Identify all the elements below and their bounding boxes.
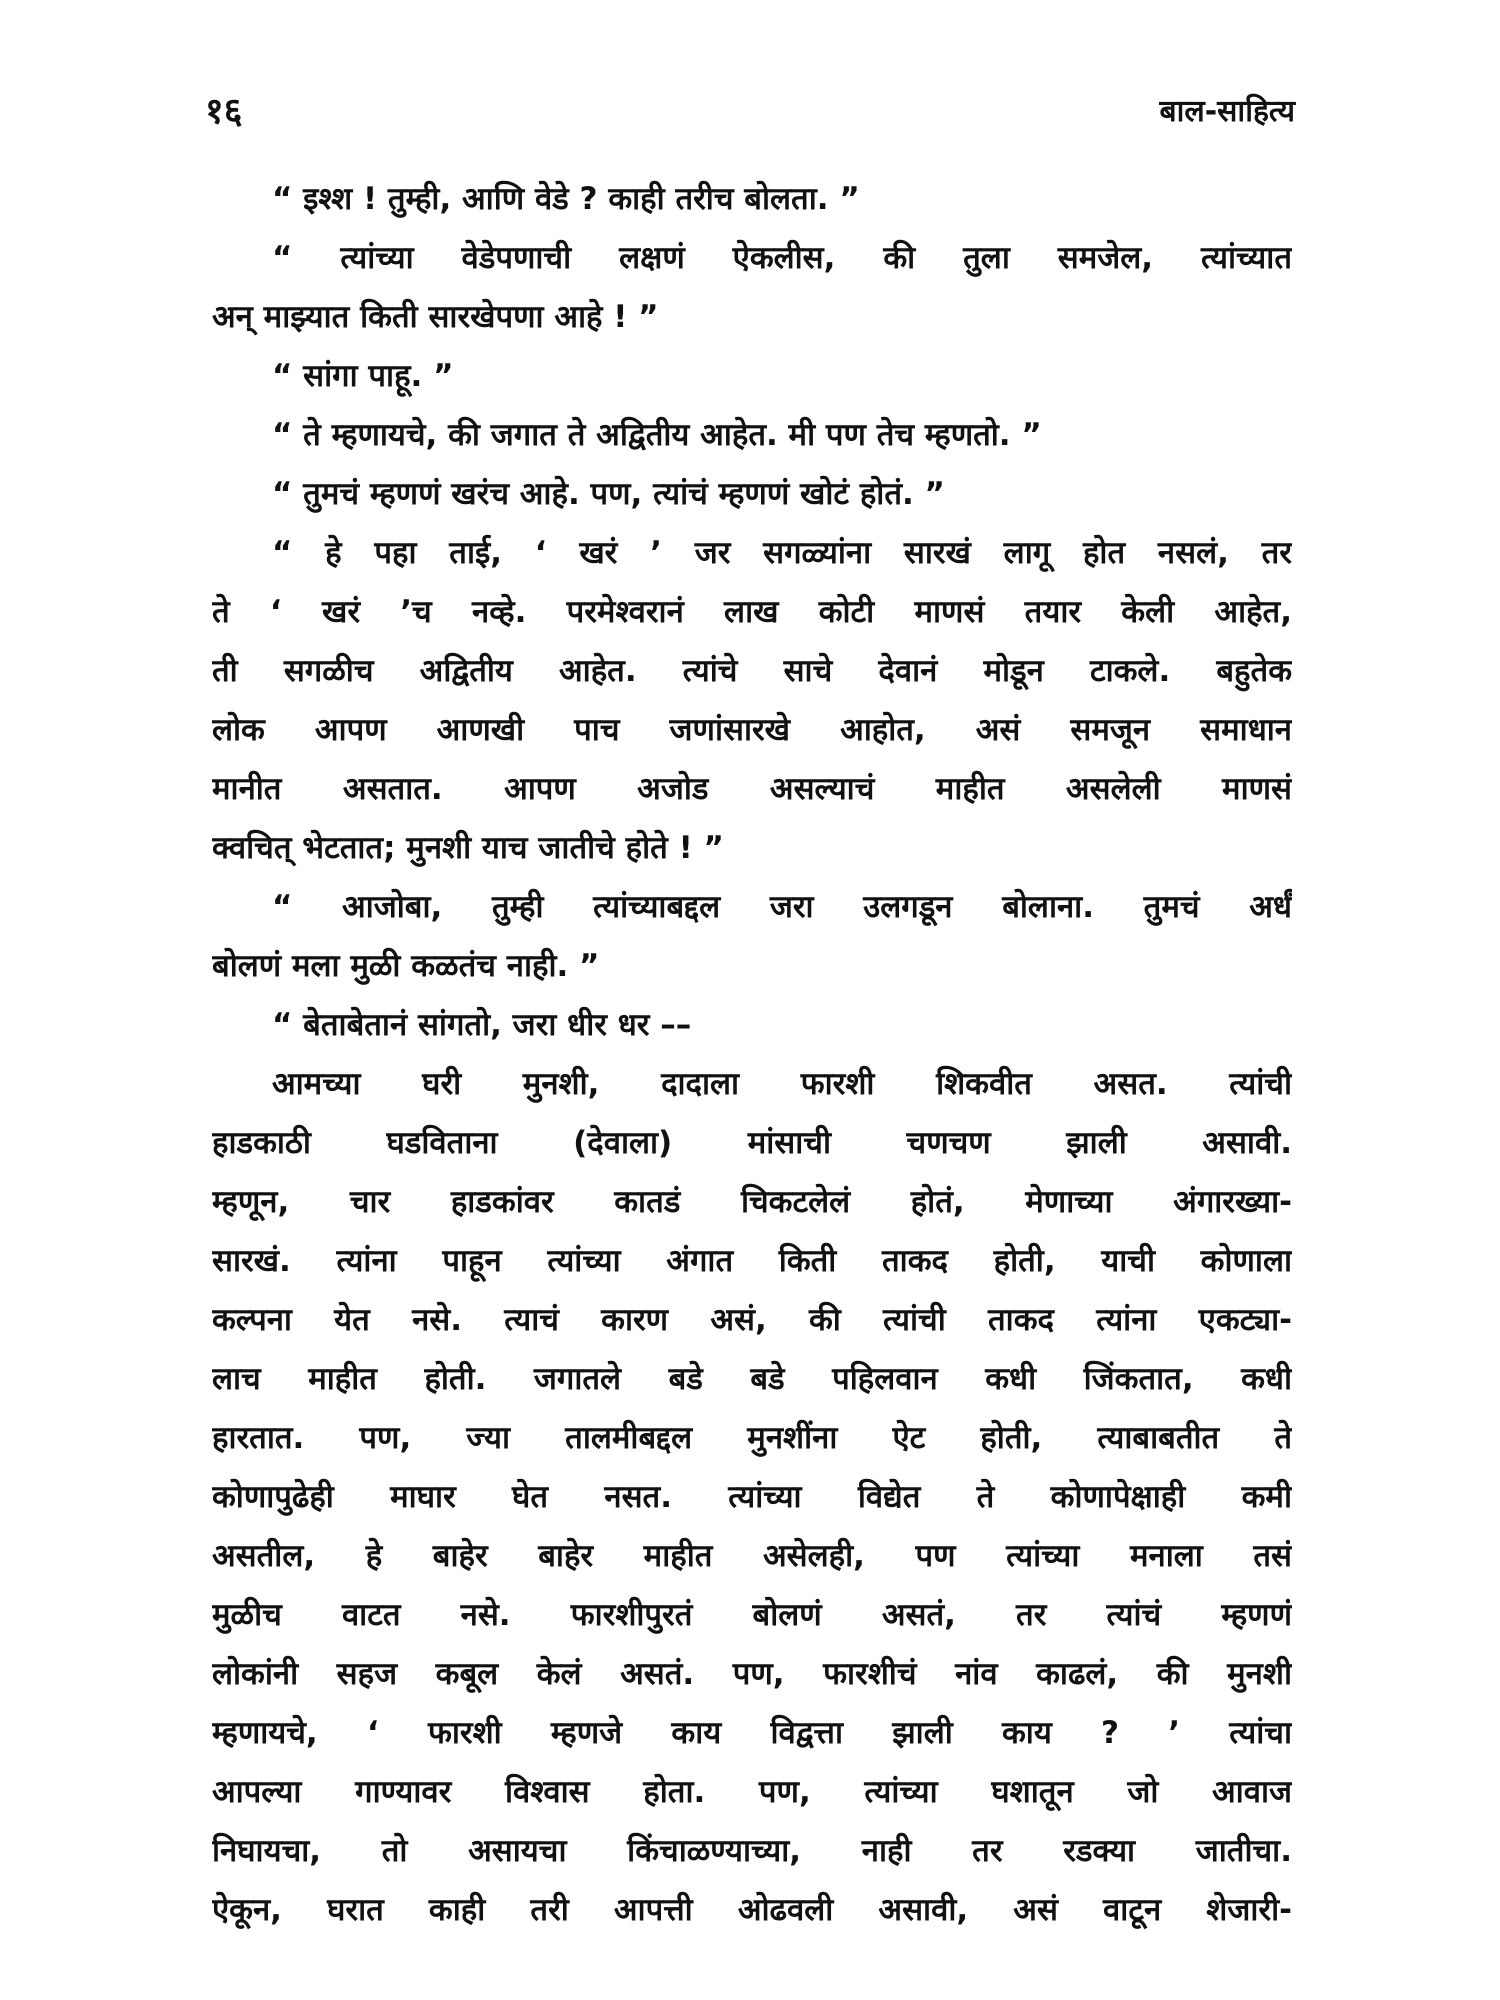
- text-line: हाडकाठी घडविताना (देवाला) मांसाची चणचण झाली असावी.: [212, 1125, 1292, 1161]
- text-line: “ हे पहा ताई, ‘ खरं ’ जर सगळ्यांना सारखं लागू होत नसलं, तर: [272, 535, 1292, 571]
- text-line: आमच्या घरी मुनशी, दादाला फारशी शिकवीत असत. त्यांची: [272, 1066, 1292, 1102]
- text-line: निघायचा, तो असायचा किंचाळण्याच्या, नाही तर रडक्या जातीचा.: [212, 1833, 1292, 1869]
- text-line: कल्पना येत नसे. त्याचं कारण असं, की त्यांची ताकद त्यांना एकट्या-: [212, 1302, 1292, 1338]
- page-header: [205, 84, 1295, 134]
- text-line: मुळीच वाटत नसे. फारशीपुरतं बोलणं असतं, तर त्यांचं म्हणणं: [212, 1597, 1292, 1633]
- text-line: “ त्यांच्या वेडेपणाची लक्षणं ऐकलीस, की तुला समजेल, त्यांच्यात: [272, 240, 1292, 276]
- running-title: बाल-साहित्य: [1159, 93, 1295, 129]
- text-line: कोणापुढेही माघार घेत नसत. त्यांच्या विद्येत ते कोणापेक्षाही कमी: [212, 1479, 1292, 1515]
- text-line: “ बेताबेतानं सांगतो, जरा धीर धर ––: [272, 1007, 692, 1043]
- text-line: क्वचित् भेटतात; मुनशी याच जातीचे होते ! ”: [212, 830, 724, 866]
- text-line: “ ते म्हणायचे, की जगात ते अद्वितीय आहेत. मी पण तेच म्हणतो. ”: [272, 417, 1042, 453]
- text-line: “ आजोबा, तुम्ही त्यांच्याबद्दल जरा उलगडून बोलाना. तुमचं अर्धं: [272, 889, 1292, 925]
- text-line: असतील, हे बाहेर बाहेर माहीत असेलही, पण त्यांच्या मनाला तसं: [212, 1538, 1292, 1574]
- text-line: म्हणायचे, ‘ फारशी म्हणजे काय विद्वत्ता झाली काय ? ’ त्यांचा: [212, 1715, 1292, 1751]
- text-line: हारतात. पण, ज्या तालमीबद्दल मुनशींना ऐट होती, त्याबाबतीत ते: [212, 1420, 1292, 1456]
- text-line: लोकांनी सहज कबूल केलं असतं. पण, फारशीचं नांव काढलं, की मुनशी: [212, 1656, 1292, 1692]
- text-line: मानीत असतात. आपण अजोड असल्याचं माहीत असलेली माणसं: [212, 771, 1292, 807]
- text-line: लोक आपण आणखी पाच जणांसारखे आहोत, असं समजून समाधान: [212, 712, 1292, 748]
- text-line: ऐकून, घरात काही तरी आपत्ती ओढवली असावी, असं वाटून शेजारी-: [212, 1892, 1292, 1928]
- text-line: ती सगळीच अद्वितीय आहेत. त्यांचे साचे देवानं मोडून टाकले. बहुतेक: [212, 653, 1292, 689]
- text-line: आपल्या गाण्यावर विश्वास होता. पण, त्यांच्या घशातून जो आवाज: [212, 1774, 1292, 1810]
- text-line: “ सांगा पाहू. ”: [272, 358, 454, 394]
- text-line: बोलणं मला मुळी कळतंच नाही. ”: [212, 948, 600, 984]
- text-line: म्हणून, चार हाडकांवर कातडं चिकटलेलं होतं, मेणाच्या अंगारख्या-: [212, 1184, 1292, 1220]
- text-line: सारखं. त्यांना पाहून त्यांच्या अंगात किती ताकद होती, याची कोणाला: [212, 1243, 1292, 1279]
- body-text: [212, 170, 1292, 1940]
- text-line: “ तुमचं म्हणणं खरंच आहे. पण, त्यांचं म्हणणं खोटं होतं. ”: [272, 476, 945, 512]
- text-line: अन् माझ्यात किती सारखेपणा आहे ! ”: [212, 299, 659, 335]
- text-line: लाच माहीत होती. जगातले बडे बडे पहिलवान कधी जिंकतात, कधी: [212, 1361, 1292, 1397]
- text-line: ते ‘ खरं ’च नव्हे. परमेश्वरानं लाख कोटी माणसं तयार केली आहेत,: [212, 594, 1292, 630]
- page-number: १६: [205, 90, 243, 132]
- text-line: “ इश्श ! तुम्ही, आणि वेडे ? काही तरीच बोलता. ”: [272, 181, 860, 217]
